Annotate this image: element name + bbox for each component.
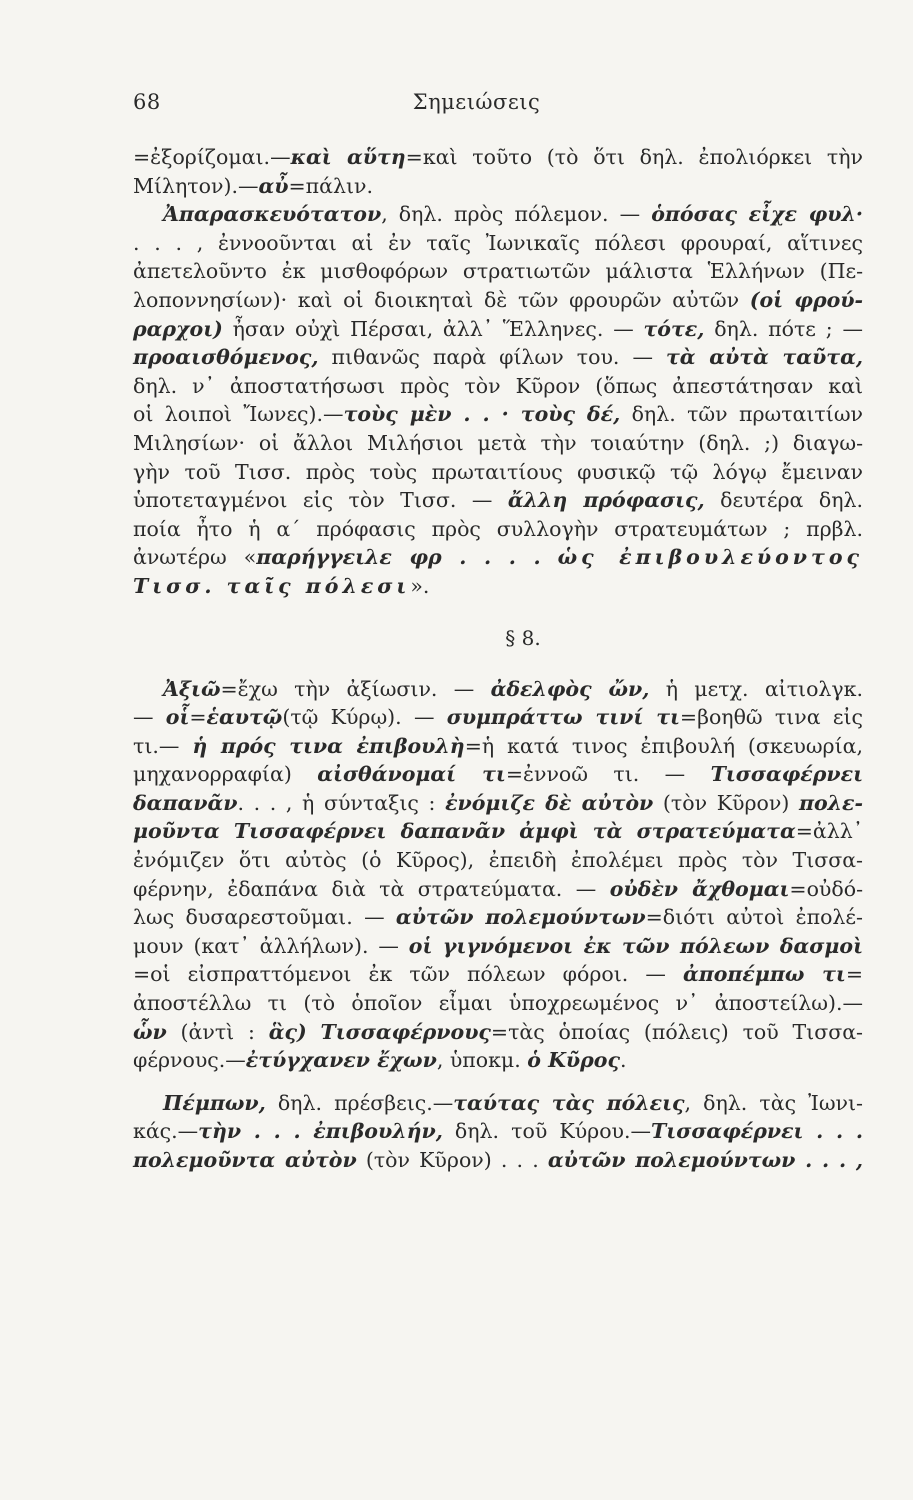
text-line: μηχανορραφία) αἰσθάνομαί τι=ἐννοῶ τι. — Τισσαφέρνει xyxy=(133,762,863,787)
text-line: δηλ. ν᾽ ἀποστατήσωσι πρὸς τὸν Κῦρον (ὅπως ἀπεστάτησαν καὶ xyxy=(133,373,863,398)
text-line: δαπανᾶν. . . , ἡ σύνταξις : ἐνόμιζε δὲ αὐτὸν (τὸν Κῦρον) πολε- xyxy=(133,790,864,815)
section-heading: § 8. xyxy=(505,625,541,650)
text-line: ἀπετελοῦντο ἐκ μισθοφόρων στρατιωτῶν μάλιστα Ἑλλήνων (Πε- xyxy=(133,259,863,284)
text-line: λως δυσαρεστοῦμαι. — αὐτῶν πολεμούντων=διότι αὐτοὶ ἐπολέ- xyxy=(133,905,863,930)
running-header xyxy=(0,86,913,122)
text-line: Μιλησίων· οἱ ἄλλοι Μιλήσιοι μετὰ τὴν τοιαύτην (δηλ. ;) διαγω- xyxy=(133,430,863,455)
text-line: ὑποτεταγμένοι εἰς τὸν Τισσ. — ἄλλη πρόφασις, δευτέρα δηλ. xyxy=(133,488,863,513)
text-line: μοῦντα Τισσαφέρνει δαπανᾶν ἀμφὶ τὰ στρατεύματα=ἀλλ᾽ xyxy=(133,819,863,844)
text-line: ἀνωτέρω «παρήγγειλε φρ . . . . ὡς ἐπιβουλεύοντος xyxy=(133,545,863,570)
text-line: κάς.—τὴν . . . ἐπιβουλήν, δηλ. τοῦ Κύρου.—Τισσαφέρνει . . . xyxy=(133,1119,863,1144)
text-line: Πέμπων, δηλ. πρέσβεις.—ταύτας τὰς πόλεις, δηλ. τὰς Ἰωνι- xyxy=(163,1090,863,1115)
text-line: γὴν τοῦ Τισσ. πρὸς τοὺς πρωταιτίους φυσικῷ τῷ λόγῳ ἔμειναν xyxy=(133,459,863,484)
text-line: — οἷ=ἑαυτῷ(τῷ Κύρῳ). — συμπράττω τινί τι=βοηθῶ τινα εἰς xyxy=(133,705,863,730)
paragraph-gap xyxy=(133,1075,863,1089)
text-line: φέρνους.—ἐτύγχανεν ἔχων, ὑποκμ. ὁ Κῦρος. xyxy=(133,1048,627,1073)
text-line: φέρνην, ἐδαπάνα διὰ τὰ στρατεύματα. — οὐδὲν ἄχθομαι=οὐδό- xyxy=(133,876,863,901)
text-line: ποία ἦτο ἡ α´ πρόφασις πρὸς συλλογὴν στρατευμάτων ; πρβλ. xyxy=(133,516,863,541)
text-line: μουν (κατ᾽ ἀλλήλων). — οἱ γιγνόμενοι ἐκ τῶν πόλεων δασμοὶ xyxy=(133,933,863,958)
text-line: οἱ λοιποὶ Ἴωνες).—τοὺς μὲν . . · τοὺς δέ, δηλ. τῶν πρωταιτίων xyxy=(133,402,863,427)
text-line: ὧν (ἀντὶ : ἃς) Τισσαφέρνους=τὰς ὁποίας (πόλεις) τοῦ Τισσα- xyxy=(133,1019,863,1044)
text-line: =ἐξορίζομαι.—καὶ αὕτη=καὶ τοῦτο (τὸ ὅτι δηλ. ἐπολιόρκει τὴν xyxy=(133,145,863,169)
text-line: ἐνόμιζεν ὅτι αὐτὸς (ὁ Κῦρος), ἐπειδὴ ἐπολέμει πρὸς τὸν Τισσα- xyxy=(133,848,863,873)
text-line: τι.— ἡ πρός τινα ἐπιβουλὴ=ἡ κατά τινος ἐπιβουλή (σκευωρία, xyxy=(133,733,863,758)
text-line: προαισθόμενος, πιθανῶς παρὰ φίλων του. — τὰ αὐτὰ ταῦτα, xyxy=(133,345,863,370)
page-number: 68 xyxy=(133,90,161,114)
page-body xyxy=(133,143,863,1175)
text-line: Ἀξιῶ=ἔχω τὴν ἀξίωσιν. — ἀδελφὸς ὤν, ἡ μετχ. αἰτιολγκ. xyxy=(163,676,863,701)
text-line: λοποννησίων)· καὶ οἱ διοικηταὶ δὲ τῶν φρουρῶν αὐτῶν (οἱ φρού- xyxy=(133,287,863,312)
text-line: ἀποστέλλω τι (τὸ ὁποῖον εἶμαι ὑποχρεωμένος ν᾽ ἀποστείλω).— xyxy=(133,991,863,1016)
running-title: Σημειώσεις xyxy=(412,90,541,114)
text-line: Τισσ. ταῖς πόλεσι». xyxy=(133,573,430,598)
text-line: =οἱ εἰσπραττόμενοι ἐκ τῶν πόλεων φόροι. — ἀποπέμπω τι= xyxy=(133,962,863,987)
text-line: . . . , ἐννοοῦνται αἱ ἐν ταῖς Ἰωνικαῖς πόλεσι φρουραί, αἵτινες xyxy=(133,230,863,255)
text-line: ραρχοι) ἦσαν οὐχὶ Πέρσαι, ἀλλ᾽ Ἕλληνες. — τότε, δηλ. πότε ; — xyxy=(133,316,863,341)
text-line: Ἀπαρασκευότατον, δηλ. πρὸς πόλεμον. — ὁπόσας εἶχε φυλ· xyxy=(163,202,863,227)
text-line: Μίλητον).—αὖ=πάλιν. xyxy=(133,173,373,198)
text-line: πολεμοῦντα αὐτὸν (τὸν Κῦρον) . . . αὐτῶν πολεμούντων . . . , xyxy=(133,1148,863,1172)
